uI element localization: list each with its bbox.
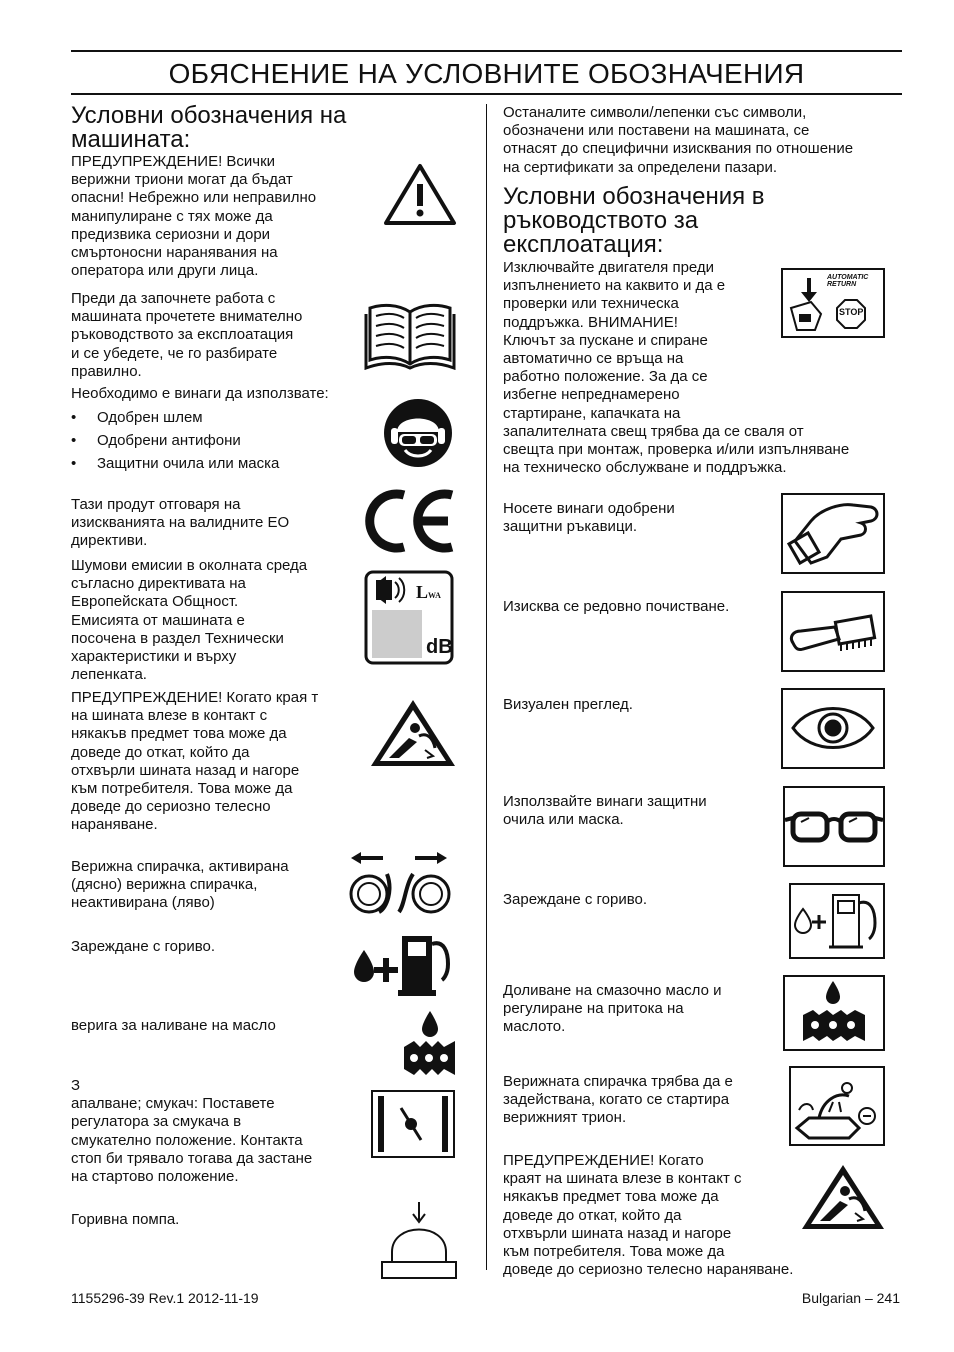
fuel-pump-drop-icon bbox=[352, 928, 457, 996]
noise-db-label: dB bbox=[426, 636, 453, 658]
other-symbols-intro: Останалите символи/лепенки със символи, обозначени или поставени на машината, се отнасят до специфични изисквания по отношение на сертификати за определени пазари. bbox=[503, 104, 854, 176]
warning-triangle-icon bbox=[383, 162, 457, 226]
auto-return-label: AUTOMATIC RETURN bbox=[827, 274, 869, 288]
footer-doc-id: 1155296-39 Rev.1 2012-11-19 bbox=[71, 1290, 259, 1306]
column-divider bbox=[486, 104, 487, 1270]
page-title: ОБЯСНЕНИЕ НА УСЛОВНИТЕ ОБОЗНАЧЕНИЯ bbox=[168, 58, 805, 89]
read-manual-text: Преди да започнете работа с машината прочетете внимателно ръководството за експлоатация и се убедете, че го разбирате правилно. bbox=[71, 290, 303, 380]
kickback-warning-text-right: ПРЕДУПРЕЖДЕНИЕ! Когато краят на шината влезе в контакт с някакъв предмет това може да доведе до откат, който да отхвърли шината назад и нагоре към потребителя. Това може да доведе до сериозно телесно нараняване. bbox=[503, 1152, 794, 1279]
helmet-ear-eye-protection-icon bbox=[383, 398, 453, 468]
kickback-warning-text-left: ПРЕДУПРЕЖДЕНИЕ! Когато края т на шината влезе в контакт с някакъв предмет това може да доведе до откат, който да отхвърли шината назад и нагоре към потребителя. Това може да доведе до сериозно телесно нараняване. bbox=[71, 689, 319, 834]
list-item: • Одобрени антифони bbox=[71, 431, 279, 454]
warning-general-text: ПРЕДУПРЕЖДЕНИЕ! Всички верижни триони могат да бъдат опасни! Небрежно или неправилно манипулиране с тях може да предизвика сериозни и дори смъртоносни наранявания на оператора или други лица. bbox=[71, 153, 317, 280]
list-item: • Одобрен шлем bbox=[71, 408, 279, 431]
chain-oil-refill-icon bbox=[783, 975, 885, 1051]
noise-emission-text: Шумови емисии в околната среда съгласно директивата на Европейската Общност. Емисията от машината е посочена в раздел Технически характеристики и върху лепенката. bbox=[71, 557, 308, 684]
stop-label: STOP bbox=[839, 307, 864, 317]
kickback-warning-icon bbox=[369, 698, 457, 768]
noise-lwa-label: LWA bbox=[416, 582, 441, 602]
cleaning-text: Изисква се редовно почистване. bbox=[503, 598, 730, 615]
stop-engine-text-bottom: запалителната свещ трябва да се сваля от свещта при монтаж, проверка и/или изпълняване на техническо обслужване и поддръжка. bbox=[503, 423, 850, 477]
kickback-warning-icon-right bbox=[800, 1163, 886, 1231]
footer-page-number: Bulgarian – 241 bbox=[801, 1290, 900, 1306]
open-book-icon bbox=[364, 300, 456, 370]
chain-oil-text-left: верига за наливане на масло bbox=[71, 1017, 276, 1034]
safety-glasses-icon bbox=[783, 786, 885, 867]
automatic-return-stop-icon bbox=[781, 268, 885, 338]
chain-oil-text-right: Доливане на смазочно масло и регулиране на притока на маслото. bbox=[503, 982, 722, 1036]
choke-text: З апалване; смукач: Поставете регулатора за смукача в смукателно положение. Контакта стоп би трявало тогава да застане на стартово положение. bbox=[71, 1077, 313, 1186]
refuel-text-left: Зареждане с гориво. bbox=[71, 938, 216, 955]
choke-icon bbox=[371, 1090, 455, 1158]
brake-start-text: Верижната спирачка трябва да е задействана, когато се стартира верижният трион. bbox=[503, 1073, 733, 1127]
chain-brake-text: Верижна спирачка, активирана (дясно) верижна спирачка, неактивирана (ляво) bbox=[71, 858, 289, 912]
right-section-heading: Условни обозначения в ръководството за експлоатация: bbox=[503, 183, 765, 258]
visual-inspection-text: Визуален преглед. bbox=[503, 696, 633, 713]
ce-mark-icon bbox=[362, 487, 457, 555]
fuel-pump-text: Горивна помпа. bbox=[71, 1211, 180, 1228]
chain-oil-icon bbox=[402, 1007, 457, 1077]
chain-brake-icon bbox=[343, 850, 455, 916]
ce-compliance-text: Тази продут отговаря на изискванията на валидните ЕО директиви. bbox=[71, 496, 290, 550]
noise-level-label-icon bbox=[364, 570, 454, 665]
refuel-text-right: Зареждане с гориво. bbox=[503, 891, 648, 908]
header-bottom-rule bbox=[71, 93, 902, 95]
stop-engine-text-top: Изключвайте двигателя преди изпълнението на каквито и да е проверки или техническа поддръжка. ВНИМАНИЕ! Ключът за пускане и спиране автоматично се връща на работно положение. За да се избегне непреднамерено стартиране, капачката на bbox=[503, 259, 726, 422]
always-use-text: Необходимо е винаги да използвате: bbox=[71, 385, 329, 402]
left-section-heading: Условни обозначения на машината: bbox=[71, 102, 347, 153]
cleaning-brush-icon bbox=[781, 591, 885, 672]
eye-inspection-icon bbox=[781, 688, 885, 769]
safety-glasses-text: Използвайте винаги защитни очила или маска. bbox=[503, 793, 707, 829]
refuel-icon bbox=[789, 883, 885, 959]
brake-on-start-icon bbox=[789, 1066, 885, 1146]
list-item: • Защитни очила или маска bbox=[71, 454, 279, 477]
ppe-list bbox=[71, 408, 279, 477]
gloves-text: Носете винаги одобрени защитни ръкавици. bbox=[503, 500, 675, 536]
header-top-rule bbox=[71, 50, 902, 52]
primer-bulb-icon bbox=[380, 1200, 458, 1280]
protective-gloves-icon bbox=[781, 493, 885, 574]
